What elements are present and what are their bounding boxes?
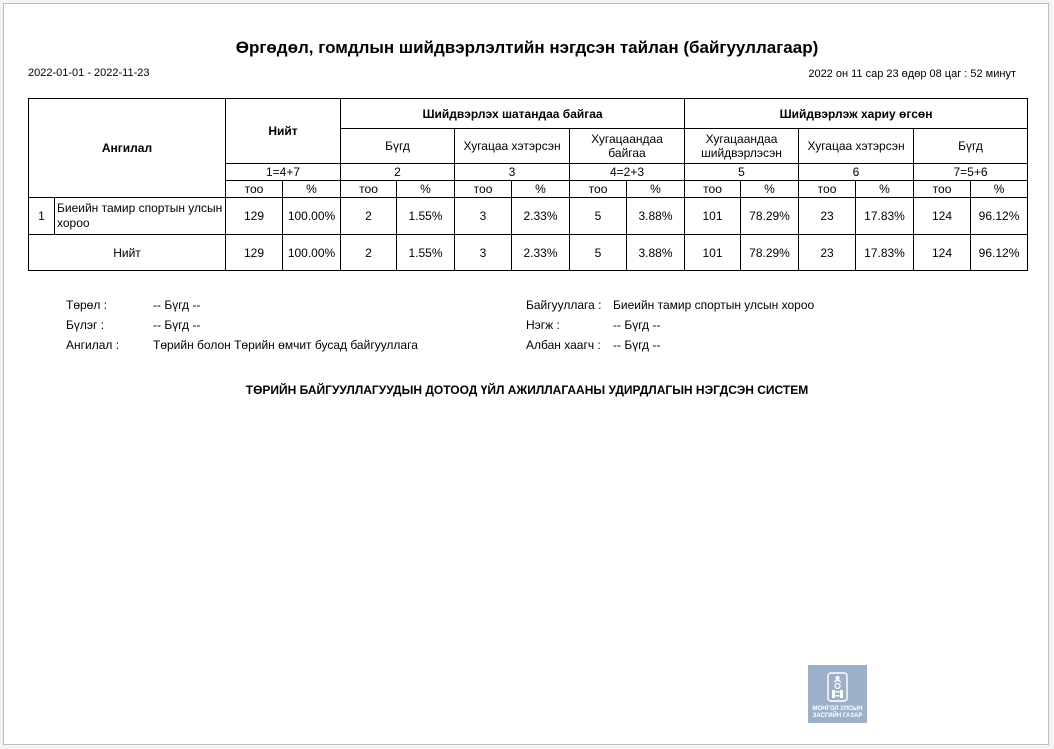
- header-group-pending: Шийдвэрлэх шатандаа байгаа: [341, 99, 685, 129]
- total-value: 96.12%: [971, 235, 1028, 271]
- total-value: 2.33%: [512, 235, 570, 271]
- row-organization-name: Биеийн тамир спортын улсын хороо: [55, 198, 226, 235]
- total-value: 23: [799, 235, 856, 271]
- header-resolved-in-time: Хугацаандаа шийдвэрлэсэн: [685, 129, 799, 164]
- header-pending-in-time: Хугацаандаа байгаа: [570, 129, 685, 164]
- count-header: тоо: [799, 181, 856, 198]
- total-value: 78.29%: [741, 235, 799, 271]
- count-header: тоо: [455, 181, 512, 198]
- generated-timestamp: 2022 он 11 сар 23 өдөр 08 цаг : 52 минут: [808, 68, 1016, 80]
- count-header: тоо: [341, 181, 397, 198]
- cell-value: 5: [570, 198, 627, 235]
- percent-header: %: [971, 181, 1028, 198]
- cell-value: 2: [341, 198, 397, 235]
- total-value: 100.00%: [283, 235, 341, 271]
- total-value: 2: [341, 235, 397, 271]
- date-range: 2022-01-01 - 2022-11-23: [28, 67, 150, 79]
- total-row-label: Нийт: [29, 235, 226, 271]
- filter-alban-haagch-value: -- Бүгд --: [613, 338, 661, 352]
- cell-value: 3.88%: [627, 198, 685, 235]
- total-value: 3: [455, 235, 512, 271]
- government-logo: [808, 665, 867, 723]
- count-header: тоо: [226, 181, 283, 198]
- logo-caption-line-1: МОНГОЛ УЛСЫН: [812, 706, 863, 712]
- formula-cell: 1=4+7: [226, 164, 341, 181]
- formula-cell: 6: [799, 164, 914, 181]
- formula-cell: 5: [685, 164, 799, 181]
- total-value: 124: [914, 235, 971, 271]
- count-header: тоо: [685, 181, 741, 198]
- logo-caption: [808, 706, 867, 720]
- header-angilal: Ангилал: [29, 99, 226, 198]
- total-row: [29, 235, 1028, 271]
- formula-cell: 4=2+3: [570, 164, 685, 181]
- cell-value: 2.33%: [512, 198, 570, 235]
- filter-torol-label: Төрөл :: [66, 298, 108, 312]
- cell-value: 124: [914, 198, 971, 235]
- table-row: [29, 198, 1028, 235]
- filter-negj-label: Нэгж :: [526, 318, 560, 332]
- percent-header: %: [627, 181, 685, 198]
- cell-value: 96.12%: [971, 198, 1028, 235]
- header-group-resolved: Шийдвэрлэж хариу өгсөн: [685, 99, 1028, 129]
- filter-alban-haagch-label: Албан хаагч :: [526, 338, 601, 352]
- total-value: 101: [685, 235, 741, 271]
- percent-header: %: [512, 181, 570, 198]
- report-title: Өргөдөл, гомдлын шийдвэрлэлтийн нэгдсэн тайлан (байгууллагаар): [235, 38, 819, 57]
- filter-buleg-label: Бүлэг :: [66, 318, 105, 332]
- total-value: 1.55%: [397, 235, 455, 271]
- cell-value: 78.29%: [741, 198, 799, 235]
- header-pending-overdue: Хугацаа хэтэрсэн: [455, 129, 570, 164]
- percent-header: %: [397, 181, 455, 198]
- total-value: 17.83%: [856, 235, 914, 271]
- header-niit: Нийт: [226, 99, 341, 164]
- system-name: ТӨРИЙН БАЙГУУЛЛАГУУДЫН ДОТООД ҮЙЛ АЖИЛЛАГААНЫ УДИРДЛАГЫН НЭГДСЭН СИСТЕМ: [245, 383, 809, 397]
- percent-header: %: [856, 181, 914, 198]
- report-table: [28, 98, 1028, 271]
- header-pending-total: Бүгд: [341, 129, 455, 164]
- cell-value: 3: [455, 198, 512, 235]
- filter-negj-value: -- Бүгд --: [613, 318, 661, 332]
- count-header: тоо: [570, 181, 627, 198]
- total-value: 3.88%: [627, 235, 685, 271]
- percent-header: %: [741, 181, 799, 198]
- cell-value: 100.00%: [283, 198, 341, 235]
- total-value: 129: [226, 235, 283, 271]
- formula-cell: 3: [455, 164, 570, 181]
- filter-angilal-label: Ангилал :: [66, 338, 120, 352]
- filter-baiguullaga-value: Биеийн тамир спортын улсын хороо: [613, 298, 815, 312]
- cell-value: 101: [685, 198, 741, 235]
- cell-value: 17.83%: [856, 198, 914, 235]
- cell-value: 1.55%: [397, 198, 455, 235]
- header-resolved-total: Бүгд: [914, 129, 1028, 164]
- filter-torol-value: -- Бүгд --: [153, 298, 201, 312]
- soyombo-emblem-icon: [808, 665, 867, 709]
- percent-header: %: [283, 181, 341, 198]
- count-header: тоо: [914, 181, 971, 198]
- row-index: 1: [29, 198, 55, 235]
- filter-angilal-value: Төрийн болон Төрийн өмчит бусад байгууллага: [153, 338, 418, 352]
- filter-buleg-value: -- Бүгд --: [153, 318, 201, 332]
- formula-cell: 2: [341, 164, 455, 181]
- header-resolved-overdue: Хугацаа хэтэрсэн: [799, 129, 914, 164]
- filter-baiguullaga-label: Байгууллага :: [526, 298, 602, 312]
- total-value: 5: [570, 235, 627, 271]
- cell-value: 129: [226, 198, 283, 235]
- logo-caption-line-2: ЗАСГИЙН ГАЗАР: [812, 713, 863, 719]
- formula-cell: 7=5+6: [914, 164, 1028, 181]
- cell-value: 23: [799, 198, 856, 235]
